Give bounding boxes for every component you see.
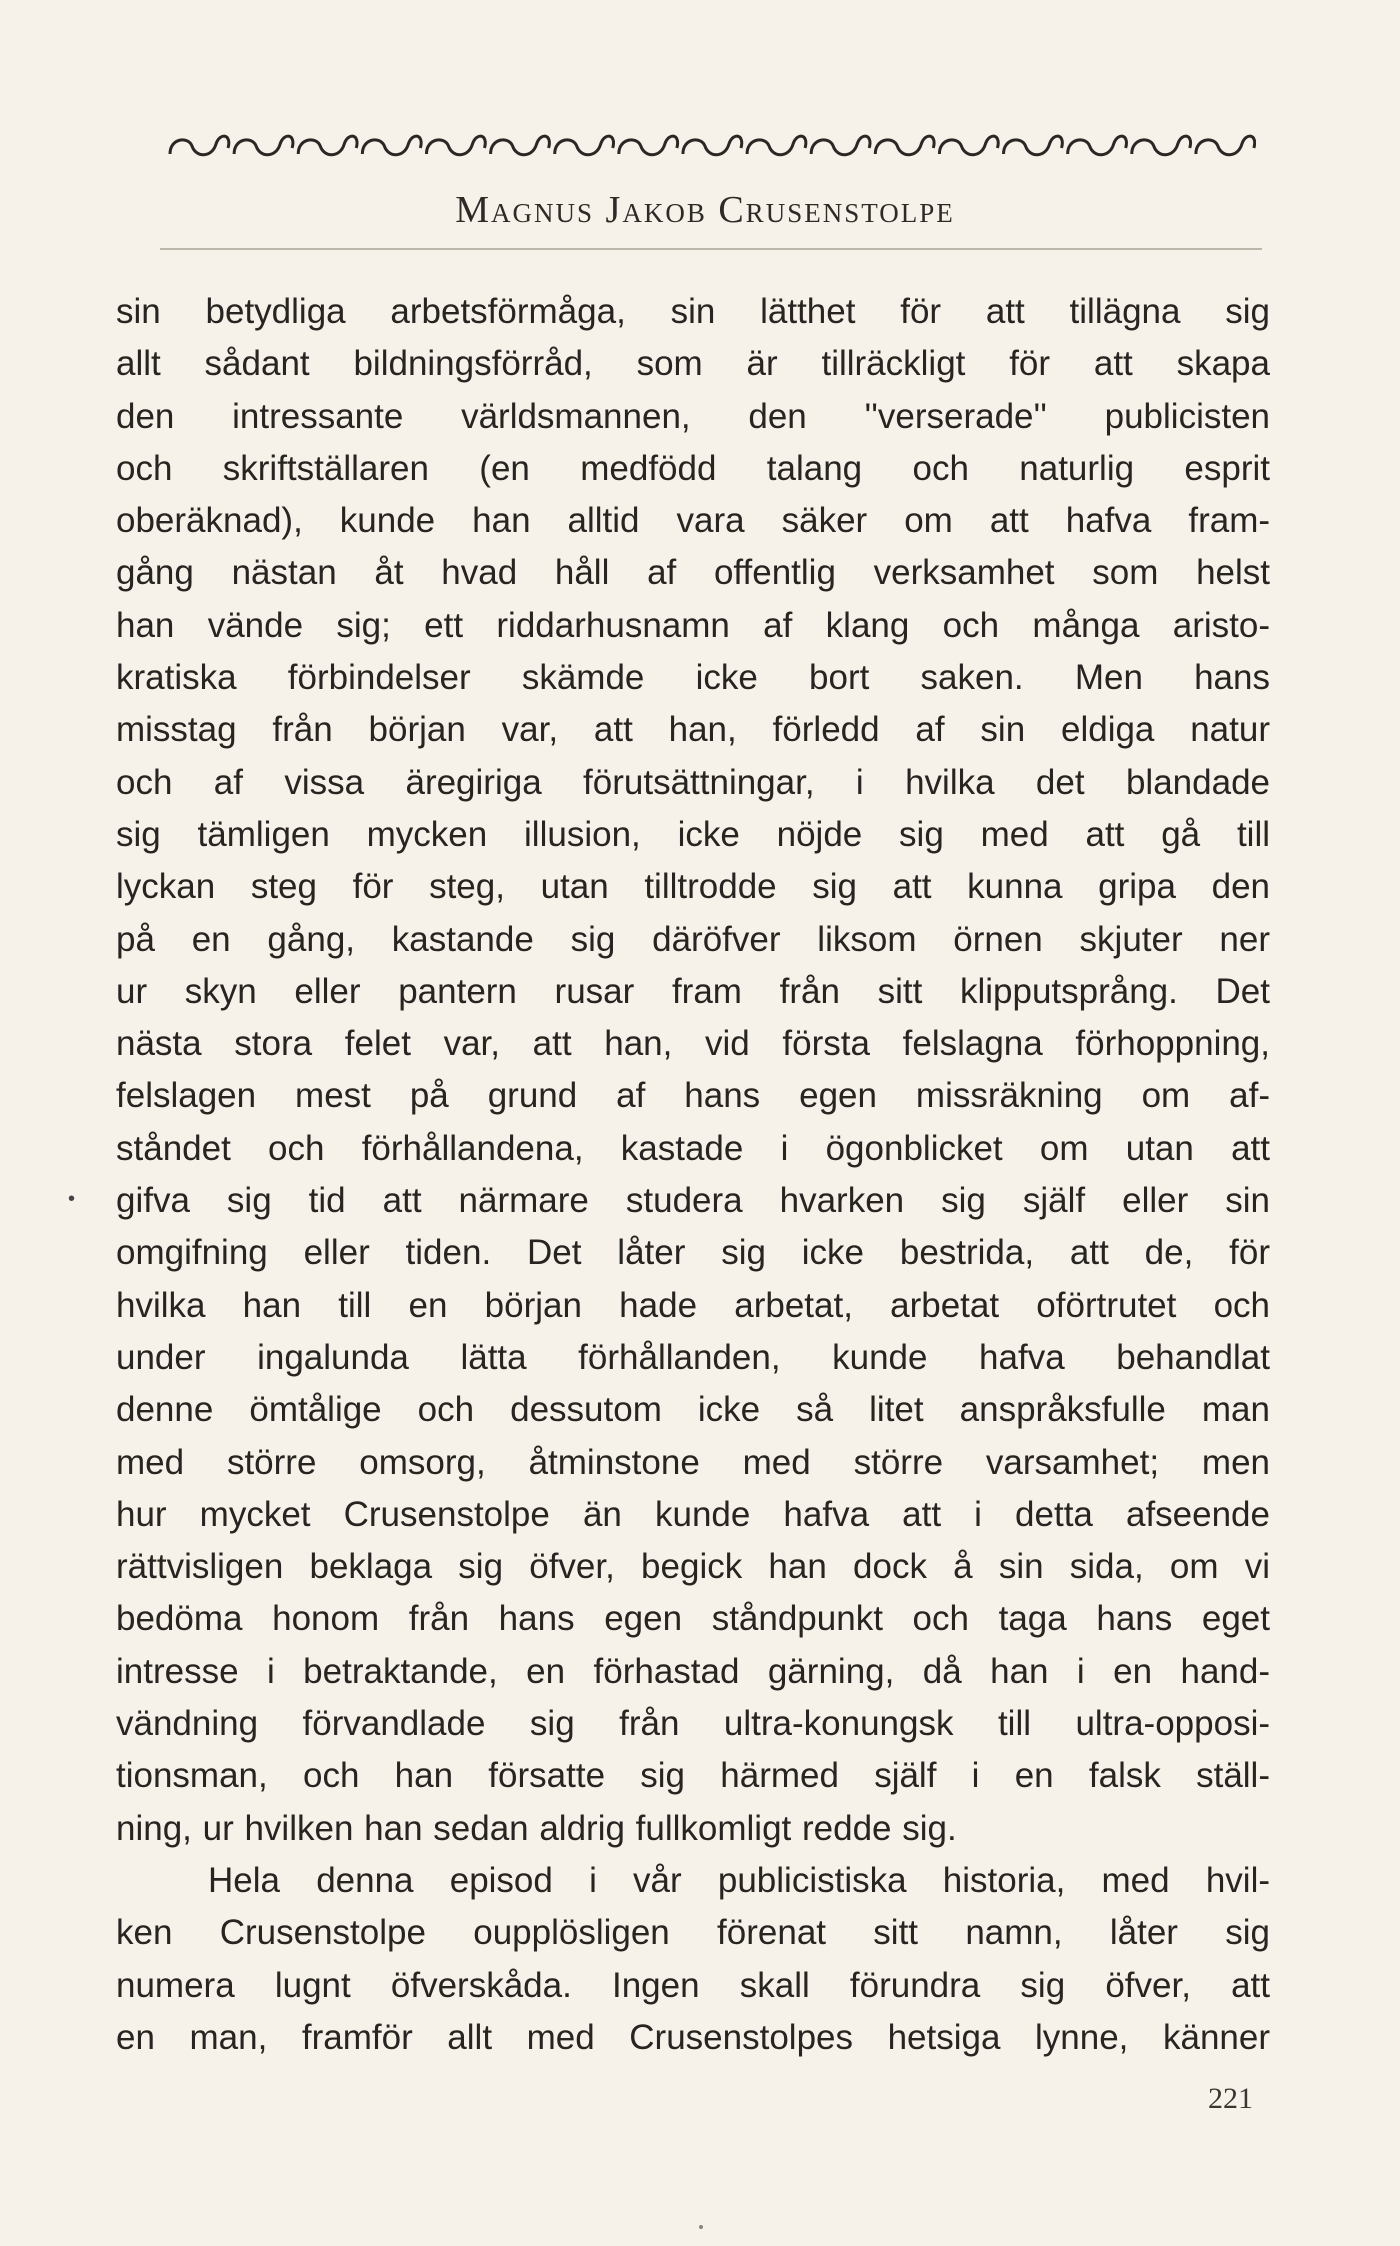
paragraph-end-line: ning, ur hvilken han sedan aldrig fullkomligt redde sig. (116, 1808, 957, 1848)
text-line: den intressante världsmannen, den ''verserade'' publicisten (116, 396, 1270, 436)
text-line: tionsman, och han försatte sig härmed själf i en falsk ställ- (116, 1756, 1270, 1796)
text-line: ken Crusenstolpe oupplösligen förenat sitt namn, låter sig (116, 1913, 1270, 1953)
ornament-scroll (491, 136, 550, 155)
ornament-scroll (939, 136, 998, 155)
ornament-scroll (1068, 136, 1127, 155)
ornament-scroll (683, 136, 742, 155)
text-line: en man, framför allt med Crusenstolpes hetsiga lynne, känner (116, 2017, 1270, 2057)
text-line: misstag från början var, att han, förledd af sin eldiga natur (116, 710, 1270, 750)
text-line: numera lugnt öfverskåda. Ingen skall förundra sig öfver, att (116, 1965, 1270, 2005)
text-line: hur mycket Crusenstolpe än kunde hafva att i detta afseende (116, 1494, 1270, 1534)
ornament-scroll (170, 136, 229, 155)
ornament-scroll (1004, 136, 1063, 155)
text-line: med större omsorg, åtminstone med större varsamhet; men (116, 1442, 1270, 1482)
text-line: under ingalunda lätta förhållanden, kunde hafva behandlat (116, 1337, 1270, 1377)
text-line: lyckan steg för steg, utan tilltrodde sig att kunna gripa den (116, 867, 1270, 907)
margin-mark: • (68, 1188, 76, 1210)
text-line: omgifning eller tiden. Det låter sig icke bestrida, att de, för (116, 1233, 1270, 1273)
ornament-scroll (619, 136, 678, 155)
text-line: ur skyn eller pantern rusar fram från sitt klipputsprång. Det (116, 971, 1270, 1011)
body-text (116, 286, 1270, 2064)
ornament-scroll (1132, 136, 1191, 155)
text-line: kratiska förbindelser skämde icke bort saken. Men hans (116, 658, 1270, 698)
text-line: nästa stora felet var, att han, vid första felslagna förhoppning, (116, 1024, 1270, 1064)
page-number: 221 (1208, 2082, 1253, 2115)
running-head: Magnus Jakob Crusenstolpe (455, 189, 955, 231)
text-line: gång nästan åt hvad håll af offentlig verksamhet som helst (116, 553, 1270, 593)
text-line: sin betydliga arbetsförmåga, sin lätthet för att tillägna sig (116, 292, 1270, 331)
text-line: han vände sig; ett riddarhusnamn af klang och många aristo- (116, 605, 1270, 645)
ornament-scroll (298, 136, 357, 155)
text-line: rättvisligen beklaga sig öfver, begick han dock å sin sida, om vi (116, 1547, 1270, 1587)
text-line: och skriftställaren (en medfödd talang och naturlig esprit (116, 448, 1270, 488)
text-line: intresse i betraktande, en förhastad gärning, då han i en hand- (116, 1651, 1270, 1691)
text-line: denne ömtålige och dessutom icke så litet anspråksfulle man (116, 1390, 1270, 1430)
ornament-scroll (875, 136, 934, 155)
text-line: oberäknad), kunde han alltid vara säker om att hafva fram- (116, 501, 1270, 541)
text-line: gifva sig tid att närmare studera hvarken sig själf eller sin (116, 1181, 1270, 1221)
text-line: felslagen mest på grund af hans egen missräkning om af- (116, 1076, 1270, 1116)
ornament-scroll (747, 136, 806, 155)
text-line: hvilka han till en början hade arbetat, arbetat oförtrutet och (116, 1285, 1270, 1325)
text-line: sig tämligen mycken illusion, icke nöjde sig med att gå till (116, 814, 1270, 854)
text-line: bedöma honom från hans egen ståndpunkt och taga hans eget (116, 1599, 1270, 1639)
text-line: och af vissa äregiriga förutsättningar, i hvilka det blandade (116, 762, 1270, 802)
ornament-scroll (234, 136, 293, 155)
paper-speck (699, 2225, 703, 2229)
ornament-scroll (1196, 136, 1255, 155)
ornament-scroll (811, 136, 870, 155)
text-line: allt sådant bildningsförråd, som är tillräckligt för att skapa (116, 344, 1270, 384)
ornament-scroll (362, 136, 421, 155)
ornament-scroll (426, 136, 485, 155)
text-line: ståndet och förhållandena, kastade i ögonblicket om utan att (116, 1128, 1270, 1168)
paragraph-start-line: Hela denna episod i vår publicistiska historia, med hvil- (208, 1860, 1270, 1900)
ornament-scroll (555, 136, 614, 155)
header-rule (160, 248, 1262, 250)
scroll-ornament-band (166, 128, 1256, 168)
text-line: på en gång, kastande sig däröfver liksom örnen skjuter ner (116, 919, 1270, 959)
text-line: vändning förvandlade sig från ultra-konungsk till ultra-opposi- (116, 1704, 1270, 1744)
